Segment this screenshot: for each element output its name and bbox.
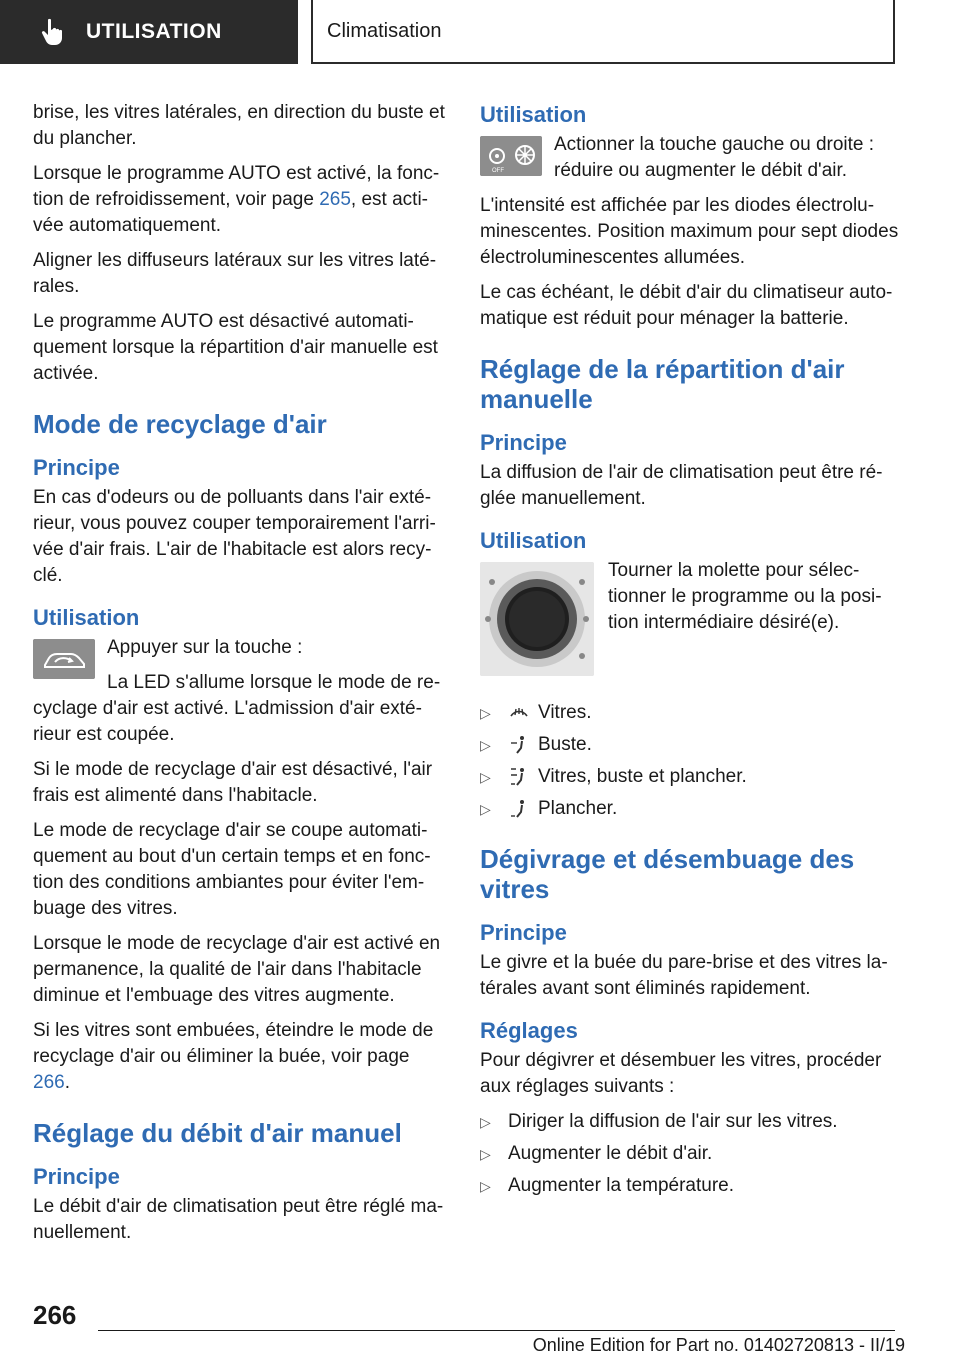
list-item-label: Plancher. [538, 798, 618, 819]
list-item [480, 796, 900, 822]
list-item [480, 1173, 900, 1199]
text: Si les vitres sont embuées, éteindre le mode de recyclage d'air ou éliminer la buée, voir page [33, 1020, 434, 1067]
paragraph: La LED s'allume lorsque le mode de recyclage d'air est activé. L'admission d'air extérieur est coupée. [33, 672, 441, 745]
paragraph: En cas d'odeurs ou de polluants dans l'air extérieur, vous pouvez couper temporairement l'arrivée d'air frais. L'air de l'habitacle est alors recyclé. [33, 487, 436, 586]
knob-block [480, 558, 900, 682]
triangle-bullet-icon: ▷ [480, 1146, 491, 1162]
footer-divider [98, 1330, 895, 1331]
heading-reglages: Réglages [480, 1018, 578, 1043]
heading-utilisation: Utilisation [33, 605, 140, 630]
heading-utilisation: Utilisation [480, 102, 587, 127]
paragraph: L'intensité est affichée par les diodes électroluminescentes. Position maximum pour sept diodes électroluminescentes allumées. [480, 195, 899, 268]
right-column [480, 100, 900, 1205]
paragraph: Le programme AUTO est désactivé automatiquement lorsque la répartition d'air manuelle est activée. [33, 311, 438, 384]
footwell-icon [508, 798, 530, 820]
recirculation-block [33, 635, 445, 748]
list-item-label: Vitres. [538, 702, 592, 723]
list-item-label: Augmenter le débit d'air. [508, 1143, 713, 1164]
heading-recyclage: Mode de recyclage d'air [33, 409, 327, 439]
paragraph: Appuyer sur la touche : [107, 637, 303, 658]
paragraph [33, 1018, 445, 1096]
paragraph: Actionner la touche gauche ou droite : réduire ou augmenter le débit d'air. [554, 134, 875, 181]
left-column [33, 100, 445, 1255]
list-item [480, 1141, 900, 1167]
svg-text:OFF: OFF [492, 168, 504, 174]
heading-utilisation: Utilisation [480, 528, 587, 553]
windscreen-icon [508, 702, 530, 724]
page-link-265[interactable]: 265 [319, 189, 351, 210]
heading-principe: Principe [480, 430, 567, 455]
list-item-label: Buste. [538, 734, 592, 755]
fan-buttons-icon [480, 136, 542, 176]
list-item [480, 732, 900, 758]
list-item-label: Augmenter la température. [508, 1175, 735, 1196]
paragraph: La diffusion de l'air de climatisation peut être réglée manuellement. [480, 462, 883, 509]
settings-list [480, 1109, 900, 1199]
heading-debit: Réglage du débit d'air manuel [33, 1118, 402, 1148]
triangle-bullet-icon: ▷ [480, 1114, 491, 1130]
triangle-bullet-icon: ▷ [480, 1178, 491, 1194]
chapter-box [311, 0, 895, 64]
heading-principe: Principe [33, 455, 120, 480]
list-item-label: Diriger la diffusion de l'air sur les vitres. [508, 1111, 838, 1132]
text: Lorsque le programme AUTO est activé, la fonction de refroidissement, voir page [33, 163, 440, 210]
list-item [480, 700, 900, 726]
paragraph: Tourner la molette pour sélectionner le programme ou la position intermédiaire désiré(e). [608, 560, 882, 633]
chapter-label: Climatisation [327, 19, 442, 42]
paragraph: Si le mode de recyclage d'air est désactivé, l'air frais est alimenté dans l'habitacle. [33, 759, 433, 806]
paragraph: Le mode de recyclage d'air se coupe automatiquement au bout d'un certain temps et en fonction des conditions ambiantes pour éviter l'embuage des vitres. [33, 820, 431, 919]
paragraph: brise, les vitres latérales, en direction du buste et du plancher. [33, 102, 445, 149]
section-label: UTILISATION [86, 20, 222, 43]
hand-pointer-icon [40, 18, 66, 46]
page-link-266[interactable]: 266 [33, 1072, 65, 1093]
paragraph: Aligner les diffuseurs latéraux sur les vitres latérales. [33, 250, 437, 297]
page-header [0, 0, 960, 66]
upper-body-icon [508, 734, 530, 756]
air-distribution-knob-icon [480, 562, 594, 676]
text: . [64, 1072, 70, 1093]
heading-principe: Principe [33, 1164, 120, 1189]
paragraph: Lorsque le mode de recyclage d'air est activé en permanence, la qualité de l'air dans l'habitacle diminue et l'embuage des vitres augmente. [33, 933, 441, 1006]
triangle-bullet-icon: ▷ [480, 737, 491, 753]
distribution-list [480, 700, 900, 822]
edition-text: Online Edition for Part no. 01402720813 - II/19 [532, 1335, 905, 1355]
fan-block [480, 132, 900, 184]
triangle-bullet-icon: ▷ [480, 705, 491, 721]
heading-degivrage: Dégivrage et désembuage des vitres [480, 844, 855, 904]
windows-body-floor-icon [508, 766, 530, 788]
list-item [480, 1109, 900, 1135]
paragraph: Le givre et la buée du pare-brise et des vitres latérales avant sont éliminés rapidement. [480, 952, 888, 999]
triangle-bullet-icon: ▷ [480, 769, 491, 785]
heading-principe: Principe [480, 920, 567, 945]
paragraph: Le débit d'air de climatisation peut être réglé manuellement. [33, 1196, 444, 1243]
paragraph: Le cas échéant, le débit d'air du climatiseur automatique est réduit pour ménager la batterie. [480, 282, 893, 329]
recirculation-button-icon [33, 639, 95, 679]
page-number: 266 [33, 1300, 77, 1330]
paragraph: Pour dégivrer et désembuer les vitres, procéder aux réglages suivants : [480, 1050, 882, 1097]
text: , est activée automatiquement. [33, 189, 428, 236]
heading-repartition: Réglage de la répartition d'air manuelle [480, 354, 845, 414]
triangle-bullet-icon: ▷ [480, 801, 491, 817]
list-item-label: Vitres, buste et plancher. [538, 766, 747, 787]
section-tab [0, 0, 298, 64]
paragraph [33, 161, 445, 239]
list-item [480, 764, 900, 790]
